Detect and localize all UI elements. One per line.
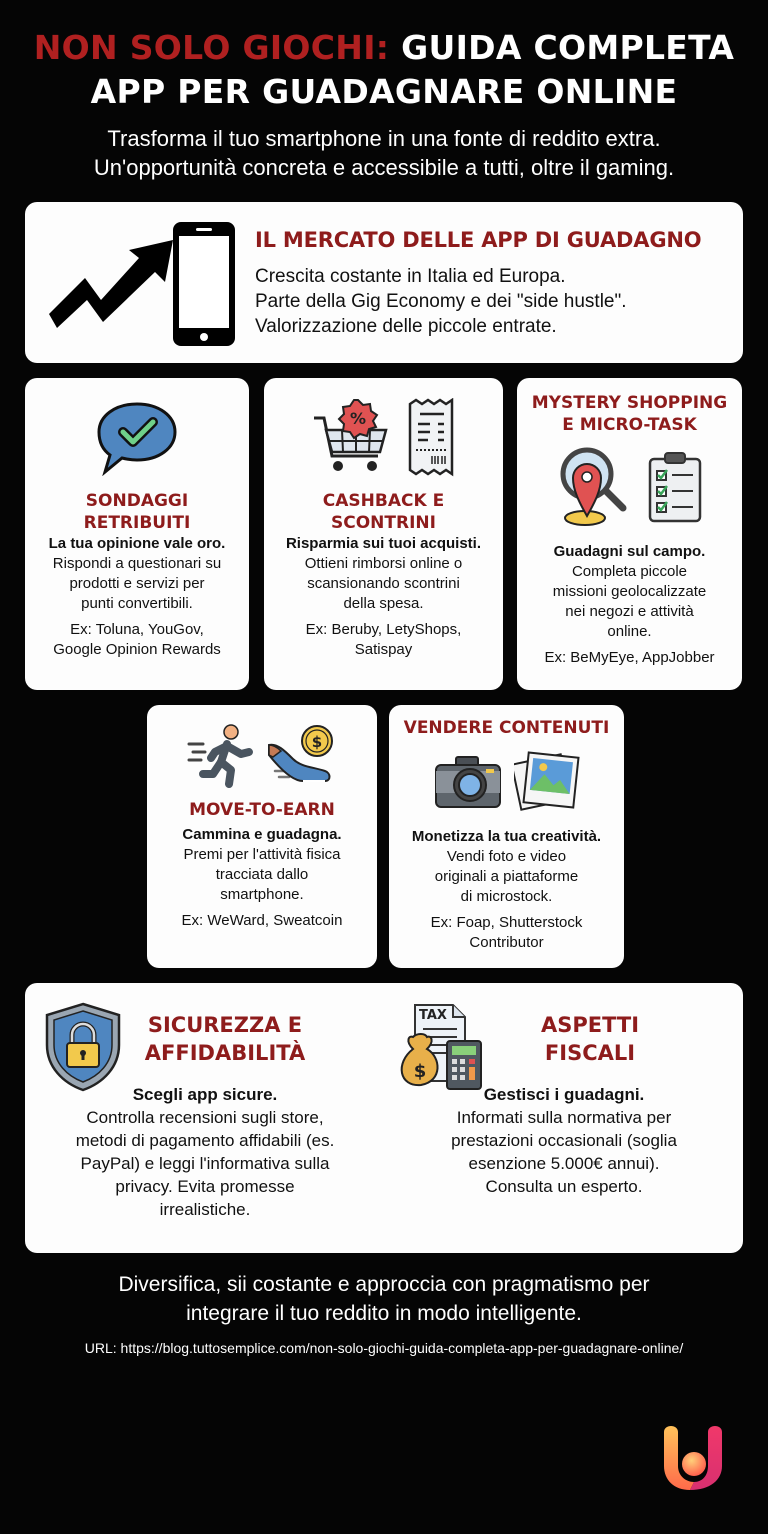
market-line: Parte della Gig Economy e dei "side hustle".: [255, 291, 627, 312]
title-accent: NON SOLO GIOCHI:: [33, 28, 390, 67]
svg-text:%: %: [349, 409, 366, 428]
checklist-clipboard-icon: [647, 451, 703, 523]
card-body-line: missioni geolocalizzate: [552, 583, 707, 600]
info-body-line: Informati sulla normativa per: [456, 1108, 672, 1127]
card-body-line: Completa piccole: [571, 563, 688, 580]
card-body-line: di microstock.: [460, 888, 553, 905]
card-title: RETRIBUITI: [83, 513, 191, 533]
card-examples: [389, 913, 624, 953]
card-title: CASHBACK E: [322, 491, 445, 511]
card-body-line: smartphone.: [220, 886, 304, 903]
card-title: SONDAGGI: [85, 491, 189, 511]
card-examples: [264, 620, 503, 660]
security-section: [25, 983, 385, 1253]
sneaker-coin-icon: [263, 723, 337, 789]
info-lead: Gestisci i guadagni.: [483, 1085, 645, 1104]
svg-text:$: $: [311, 733, 323, 751]
closing-line-1: Diversifica, sii costante e approccia con pragmatismo per: [118, 1273, 650, 1296]
examples-line: Ex: BeMyEye, AppJobber: [544, 649, 715, 666]
receipt-icon: [406, 398, 456, 478]
info-title: FISCALI: [544, 1041, 636, 1065]
market-title: IL MERCATO DELLE APP DI GUADAGNO: [255, 228, 702, 252]
photos-icon: [514, 751, 580, 811]
card-body-line: scansionando scontrini: [307, 575, 460, 592]
shield-lock-icon: [43, 1001, 123, 1093]
market-icons: [43, 220, 243, 348]
examples-line: Google Opinion Rewards: [53, 641, 221, 658]
brand-logo-icon: [650, 1420, 730, 1500]
card-body-line: originali a piattaforme: [434, 868, 579, 885]
category-card-selling-content: [389, 705, 624, 968]
card-examples: [517, 648, 742, 668]
info-body-line: irrealistiche.: [159, 1200, 251, 1219]
svg-text:TAX: TAX: [419, 1008, 447, 1023]
closing-message: [0, 1270, 768, 1328]
examples-line: Ex: Foap, Shutterstock: [430, 914, 583, 931]
info-body-line: prestazioni occasionali (soglia: [451, 1131, 677, 1150]
card-title: MOVE-TO-EARN: [189, 800, 335, 820]
card-body-line: online.: [607, 623, 652, 640]
info-title: ASPETTI: [540, 1013, 640, 1037]
info-body-line: privacy. Evita promesse: [115, 1177, 295, 1196]
category-card-move-to-earn: [147, 705, 377, 968]
card-title: E MICRO-TASK: [562, 415, 697, 435]
examples-line: Ex: Toluna, YouGov,: [70, 621, 204, 638]
card-body-line: Premi per l'attività fisica: [183, 846, 341, 863]
card-lead: Risparmia sui tuoi acquisti.: [285, 535, 482, 552]
speech-bubble-check-icon: [95, 400, 179, 476]
info-body-line: PayPal) e leggi l'informativa sulla: [80, 1154, 330, 1173]
card-title: SCONTRINI: [331, 513, 436, 533]
card-title: MYSTERY SHOPPING: [531, 393, 728, 413]
category-card-mystery-shopping: [517, 378, 742, 690]
card-body-line: tracciata dallo: [215, 866, 309, 883]
card-examples: [147, 911, 377, 931]
subtitle: [0, 124, 768, 182]
card-lead: Guadagni sul campo.: [553, 543, 706, 560]
closing-line-2: integrare il tuo reddito in modo intelligente.: [186, 1302, 582, 1325]
examples-line: Satispay: [354, 641, 413, 658]
card-body-line: prodotti e servizi per: [69, 575, 205, 592]
source-url[interactable]: URL: https://blog.tuttosemplice.com/non-solo-giochi-guida-completa-app-per-guadagnare-online/: [84, 1340, 684, 1356]
info-title: SICUREZZA E: [147, 1013, 303, 1037]
page-title: [0, 26, 768, 114]
title-line-2: APP PER GUADAGNARE ONLINE: [90, 72, 678, 111]
info-lead: Scegli app sicure.: [132, 1085, 278, 1104]
card-lead: La tua opinione vale oro.: [48, 535, 226, 552]
card-body-line: Vendi foto e video: [446, 848, 567, 865]
market-card: [25, 202, 743, 363]
category-card-cashback: [264, 378, 503, 690]
card-lead: Cammina e guadagna.: [182, 826, 342, 843]
info-card: [25, 983, 743, 1253]
info-body-line: metodi di pagamento affidabili (es.: [75, 1131, 335, 1150]
examples-line: Ex: Beruby, LetyShops,: [305, 621, 462, 638]
examples-line: Ex: WeWard, Sweatcoin: [181, 912, 343, 929]
running-person-icon: [187, 724, 257, 788]
tax-section: [385, 983, 743, 1253]
info-body-line: esenzione 5.000€ annui).: [468, 1154, 660, 1173]
info-body-line: Consulta un esperto.: [485, 1177, 643, 1196]
card-body-line: Rispondi a questionari su: [52, 555, 222, 572]
info-title: AFFIDABILITÀ: [144, 1041, 306, 1065]
trend-up-arrow-icon: [49, 240, 173, 328]
tax-money-calculator-icon: [391, 1001, 487, 1093]
map-pin-magnifier-icon: [557, 446, 633, 528]
category-card-surveys: [25, 378, 249, 690]
card-lead: Monetizza la tua creatività.: [411, 828, 602, 845]
smartphone-icon: [173, 222, 235, 346]
card-examples: [25, 620, 249, 660]
subtitle-line-2: Un'opportunità concreta e accessibile a tutti, oltre il gaming.: [93, 155, 675, 180]
market-text: [255, 226, 701, 339]
card-body-line: Ottieni rimborsi online o: [304, 555, 463, 572]
svg-text:$: $: [413, 1061, 427, 1082]
title-rest: GUIDA COMPLETA: [401, 28, 735, 67]
card-body-line: punti convertibili.: [81, 595, 193, 612]
card-body-line: nei negozi e attività: [565, 603, 694, 620]
shopping-cart-discount-icon: [312, 398, 392, 478]
card-title: VENDERE CONTENUTI: [403, 718, 610, 738]
camera-icon: [434, 753, 502, 809]
card-body-line: della spesa.: [343, 595, 424, 612]
market-line: Crescita costante in Italia ed Europa.: [255, 266, 566, 287]
info-body-line: Controlla recensioni sugli store,: [86, 1108, 324, 1127]
examples-line: Contributor: [469, 934, 544, 951]
subtitle-line-1: Trasforma il tuo smartphone in una fonte di reddito extra.: [107, 126, 661, 151]
market-line: Valorizzazione delle piccole entrate.: [255, 316, 557, 337]
